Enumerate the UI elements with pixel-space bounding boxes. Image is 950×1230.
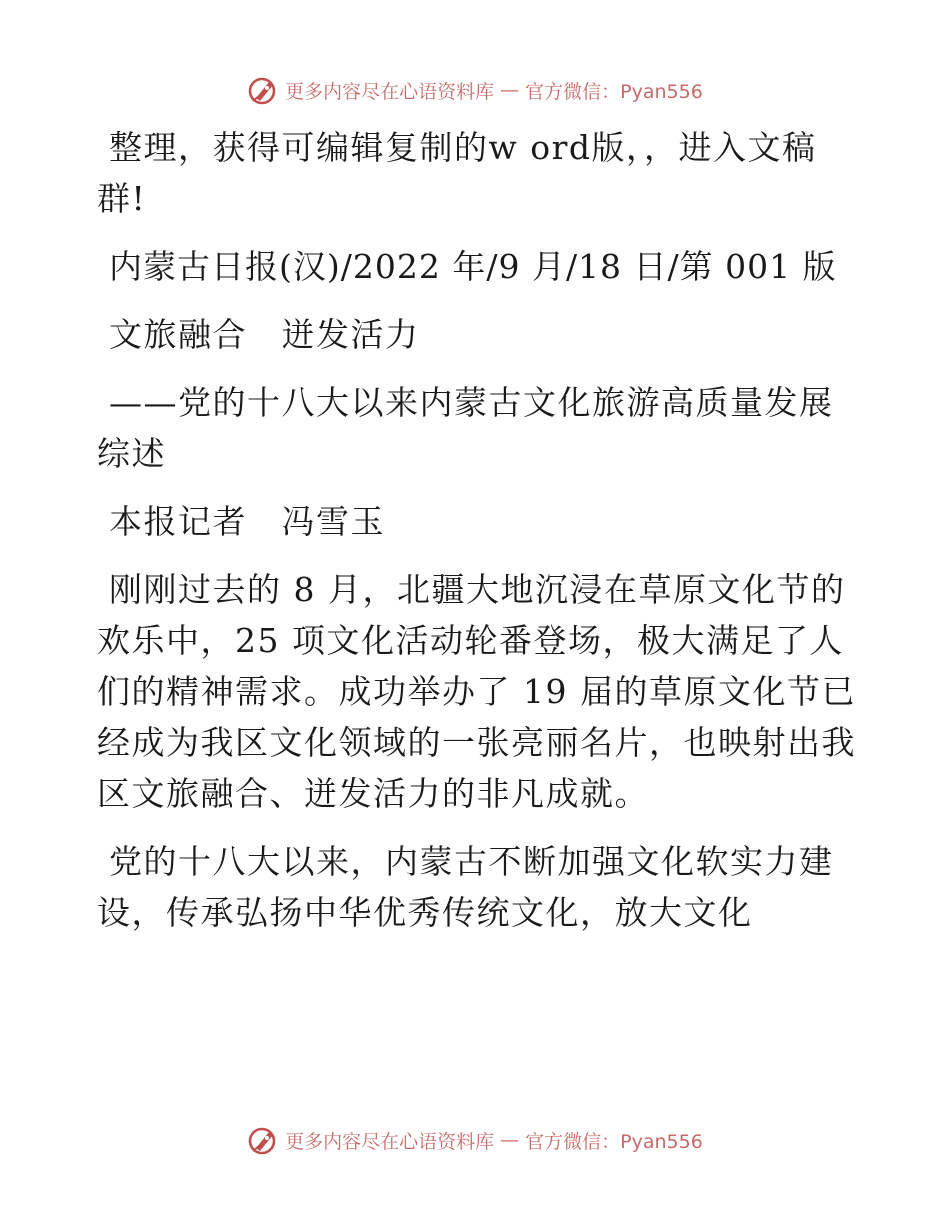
watermark-contact: 官方微信：Pyan556	[525, 1130, 703, 1153]
pen-nib-seal-icon	[247, 74, 279, 106]
pen-nib-seal-icon	[247, 1124, 279, 1156]
footer-watermark	[0, 1120, 950, 1160]
watermark-separator: —	[500, 1129, 520, 1151]
article-title: 文旅融合 迸发活力	[109, 315, 420, 354]
body-paragraph: 党的十八大以来，内蒙古不断加强文化软实力建设，传承弘扬中华优秀传统文化，放大文化	[97, 842, 834, 932]
article-body	[97, 122, 857, 955]
dateline: 内蒙古日报(汉)/2022 年/9 月/18 日/第 001 版	[109, 247, 837, 286]
body-paragraph: 刚刚过去的 8 月，北疆大地沉浸在草原文化节的欢乐中，25 项文化活动轮番登场，极大满足了人们的精神需求。成功举办了 19 届的草原文化节已经成为我区文化领域的一张亮丽名片，也映射出我区文旅融合、迸发活力的非凡成就。	[97, 570, 856, 813]
intro-paragraph: 整理，获得可编辑复制的w ord版，，进入文稿群!	[97, 128, 817, 218]
watermark-main-text: 更多内容尽在心语资料库	[285, 80, 495, 103]
article-subtitle: ——党的十八大以来内蒙古文化旅游高质量发展综述	[97, 383, 834, 473]
watermark-contact: 官方微信：Pyan556	[525, 80, 703, 103]
watermark-separator: —	[500, 79, 520, 101]
header-watermark	[0, 70, 950, 110]
watermark-main-text: 更多内容尽在心语资料库	[285, 1130, 495, 1153]
byline: 本报记者 冯雪玉	[109, 502, 385, 541]
